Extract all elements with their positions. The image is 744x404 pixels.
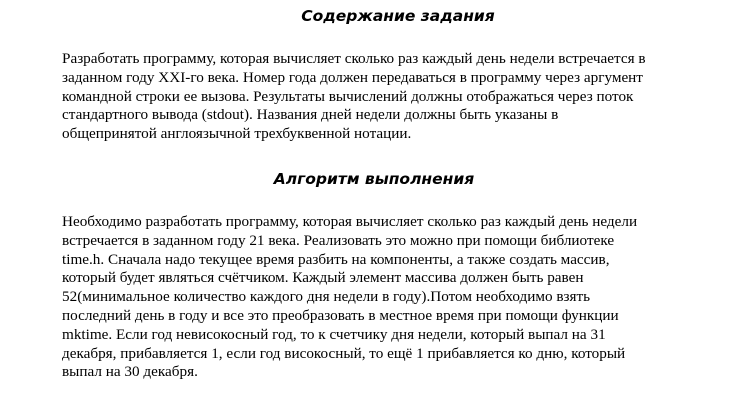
paragraph-line: Разработать программу, которая вычисляет сколько раз каждый день недели встречается в bbox=[62, 50, 646, 67]
paragraph-line: который будет являться счётчиком. Каждый элемент массива должен быть равен bbox=[62, 269, 584, 287]
paragraph-line: 52(минимальное количество каждого дня недели в году).Потом необходимо взять bbox=[62, 288, 591, 306]
paragraph-line: mktime. Если год невисокосный год, то к счетчику дня недели, который выпал на 31 bbox=[62, 325, 606, 343]
paragraph-line: встречается в заданном году 21 века. Реализовать это можно при помощи библиотеке bbox=[62, 231, 615, 249]
paragraph-line: декабря, прибавляется 1, если год високосный, то ещё 1 прибавляется ко дню, который bbox=[62, 344, 626, 362]
paragraph-line: общепринятой англоязычной трехбуквенной нотации. bbox=[62, 125, 412, 143]
paragraph-line: Необходимо разработать программу, которая вычисляет сколько раз каждый день недели bbox=[62, 213, 638, 230]
task-description-paragraph bbox=[62, 50, 646, 144]
section-heading-algorithm: Алгоритм выполнения bbox=[273, 170, 475, 188]
paragraph-line: заданном году XXI-го века. Номер года должен передаваться в программу через аргумент bbox=[62, 68, 643, 86]
paragraph-line: командной строки ее вызова. Результаты вычислений должны отображаться через поток bbox=[62, 87, 634, 105]
paragraph-line: стандартного вывода (stdout). Названия дней недели должны быть указаны в bbox=[62, 106, 559, 124]
paragraph-line: последний день в году и все это преобразовать в местное время при помощи функции bbox=[62, 306, 619, 324]
paragraph-line: выпал на 30 декабря. bbox=[62, 363, 198, 381]
algorithm-description-paragraph bbox=[62, 213, 637, 382]
section-heading-task: Содержание задания bbox=[301, 7, 495, 25]
paragraph-line: time.h. Сначала надо текущее время разбить на компоненты, а также создать массив, bbox=[62, 250, 610, 268]
